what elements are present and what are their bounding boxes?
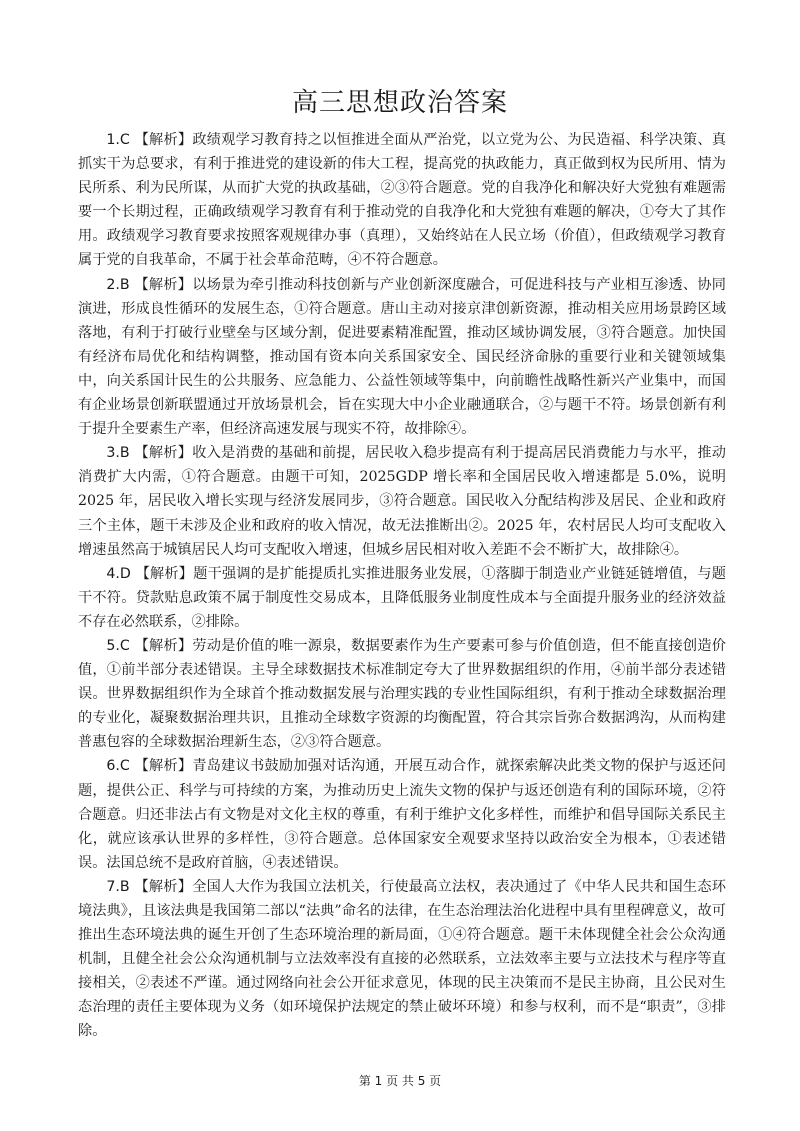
answer-text: 政绩观学习教育持之以恒推进全面从严治党，以立党为公、为民造福、科学决策、真抓实干为总要求，有利于推进党的建设新的伟大工程，提高党的执政能力，真正做到权为民所用、情为民所系、利为民所谋，从而扩大党的执政基础，②③符合题意。党的自我净化和解决好大党独有难题需要一个长期过程，正确政绩观学习教育有利于推动党的自我净化和大党独有难题的解决，①夸大了其作用。政绩观学习教育要求按照客观规律办事（真理），又始终站在人民立场（价值），但政绩观学习教育属于党的自我革命，不属于社会革命范畴，④不符合题意。 [78, 132, 726, 269]
analysis-tag: 【解析】 [134, 132, 193, 148]
analysis-tag: 【解析】 [135, 565, 194, 582]
answer-list [78, 128, 726, 1044]
answer-number: 4.D [106, 565, 131, 582]
page-title: 高三思想政治答案 [291, 88, 508, 118]
answer-number: 6.C [106, 758, 130, 775]
analysis-tag: 【解析】 [134, 445, 193, 462]
answer-text: 青岛建议书鼓励加强对话沟通，开展互动合作，就探索解决此类文物的保护与返还问题，提供公正、科学与可持续的方案，为推动历史上流失文物的保护与返还创造有利的国际环境，②符合题意。归还非法占有文物是对文化主权的尊重，有利于维护文化多样性，而维护和倡导国际关系民主化，就应该承认世界的多样性，③符合题意。总体国家安全观要求坚持以政治安全为根本，①表述错误。法国总统不是政府首脑，④表述错误。 [78, 758, 726, 871]
answer-item-5 [78, 634, 726, 754]
answer-item-6 [78, 754, 726, 874]
answer-item-2 [78, 273, 726, 442]
analysis-tag: 【解析】 [134, 637, 193, 654]
answer-text: 以场景为牵引推动科技创新与产业创新深度融合，可促进科技与产业相互渗透、协同演进，形成良性循环的发展生态，①符合题意。唐山主动对接京津创新资源，推动相关应用场景跨区域落地，有利于打破行业壁垒与区域分割，促进要素精准配置，推动区域协调发展，③符合题意。加快国有经济布局优化和结构调整，推动国有资本向关系国家安全、国民经济命脉的重要行业和关键领域集中，向关系国计民生的公共服务、应急能力、公益性领域等集中，向前瞻性战略性新兴产业集中，而国有企业场景创新联盟通过开放场景机会，旨在实现大中小企业融通联合，②与题干不符。场景创新有利于提升全要素生产率，但经济高速发展与现实不符，故排除④。 [78, 276, 726, 438]
analysis-tag: 【解析】 [134, 758, 193, 775]
answer-text: 劳动是价值的唯一源泉，数据要素作为生产要素可参与价值创造，但不能直接创造价值，①前半部分表述错误。主导全球数据技术标准制定夸大了世界数据组织的作用，④前半部分表述错误。世界数据组织作为全球首个推动数据发展与治理实践的专业性国际组织，有利于推动全球数据治理的专业化，凝聚数据治理共识，且推动全球数字资源的均衡配置，符合其宗旨弥合数据鸿沟，从而构建普惠包容的全球数据治理新生态，②③符合题意。 [78, 637, 726, 751]
answer-text: 题干强调的是扩能提质扎实推进服务业发展，①落脚于制造业产业链延链增值，与题干不符。贷款贴息政策不属于制度性交易成本，且降低服务业制度性成本与全面提升服务业的经济效益不存在必然联系，②排除。 [78, 565, 726, 630]
answer-text: 收入是消费的基础和前提，居民收入稳步提高有利于提高居民消费能力与水平，推动消费扩大内需，①符合题意。由题干可知，2025GDP 增长率和全国居民收入增速都是 5.0%，说明 2025 年，居民收入增长实现与经济发展同步，③符合题意。国民收入分配结构涉及居民、企业和政府三个主体，题干未涉及企业和政府的收入情况，故无法推断出②。2025 年，农村居民人均可支配收入增速虽然高于城镇居民人均可支配收入增速，但城乡居民相对收入差距不会不断扩大，故排除④。 [78, 445, 726, 558]
answer-number: 1.C [106, 132, 130, 148]
page-footer: 第 1 页 共 5 页 [358, 1074, 442, 1088]
answer-item-3 [78, 441, 726, 561]
answer-text: 全国人大作为我国立法机关，行使最高立法权，表决通过了《中华人民共和国生态环境法典》，且该法典是我国第二部以“法典”命名的法律，在生态治理法治化进程中具有里程碑意义，故可推出生态环境法典的诞生开创了生态环境治理的新局面，①④符合题意。题干未体现健全社会公众沟通机制，且健全社会公众沟通机制与立法效率没有直接的必然联系，立法效率主要与立法技术与程序等直接相关，②表述不严谨。通过网络向社会公开征求意见，体现的民主决策而不是民主协商，且公民对生态治理的责任主要体现为义务（如环境保护法规定的禁止破坏环境）和参与权利，而不是“职责”，③排除。 [78, 878, 726, 1040]
analysis-tag: 【解析】 [134, 276, 193, 293]
answer-item-7 [78, 875, 726, 1044]
answer-number: 2.B [106, 276, 130, 293]
answer-item-1 [78, 128, 726, 273]
answer-item-4 [78, 562, 726, 634]
answer-number: 5.C [106, 637, 130, 654]
answer-number: 7.B [106, 878, 130, 895]
analysis-tag: 【解析】 [134, 878, 193, 895]
answer-number: 3.B [106, 445, 130, 462]
